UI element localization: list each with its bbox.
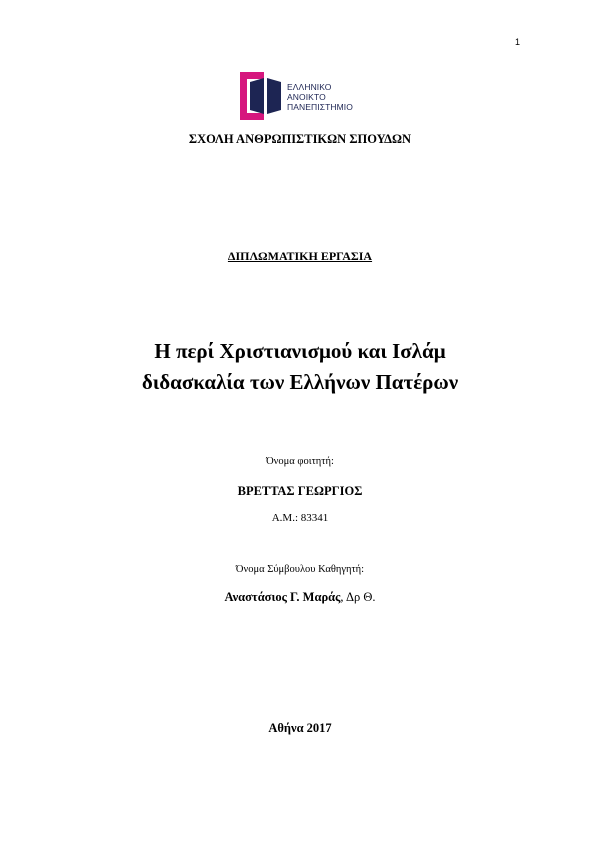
- place-date: Αθήνα 2017: [268, 721, 332, 735]
- logo-text-line-1: ΕΛΛΗΝΙΚΟ: [287, 82, 332, 92]
- school-name: ΣΧΟΛΗ ΑΝΘΡΩΠΙΣΤΙΚΩΝ ΣΠΟΥΔΩΝ: [188, 132, 412, 146]
- thesis-title: [0, 336, 600, 398]
- student-id: Α.Μ.: 83341: [271, 512, 329, 524]
- university-logo-text: [287, 82, 353, 112]
- student-name: ΒΡΕΤΤΑΣ ΓΕΩΡΓΙΟΣ: [237, 484, 363, 498]
- university-logo: [238, 72, 368, 120]
- logo-text-line-2: ΑΝΟΙΚΤΟ: [287, 92, 326, 102]
- thesis-title-line-1: Η περί Χριστιανισμού και Ισλάμ: [154, 339, 446, 363]
- page-number: 1: [514, 37, 520, 47]
- advisor-line: [0, 590, 600, 605]
- university-logo-mark-icon: [238, 72, 286, 120]
- thesis-title-line-2: διδασκαλία των Ελλήνων Πατέρων: [141, 370, 459, 394]
- document-type: ΔΙΠΛΩΜΑΤΙΚΗ ΕΡΓΑΣΙΑ: [227, 249, 373, 263]
- advisor-name: Αναστάσιος Γ. Μαράς: [224, 590, 341, 604]
- student-label: Όνομα φοιτητή:: [266, 456, 334, 467]
- advisor-degree: , Δρ Θ.: [340, 590, 376, 604]
- advisor-label: Όνομα Σύμβουλου Καθηγητή:: [235, 564, 365, 575]
- logo-text-line-3: ΠΑΝΕΠΙΣΤΗΜΙΟ: [287, 102, 353, 112]
